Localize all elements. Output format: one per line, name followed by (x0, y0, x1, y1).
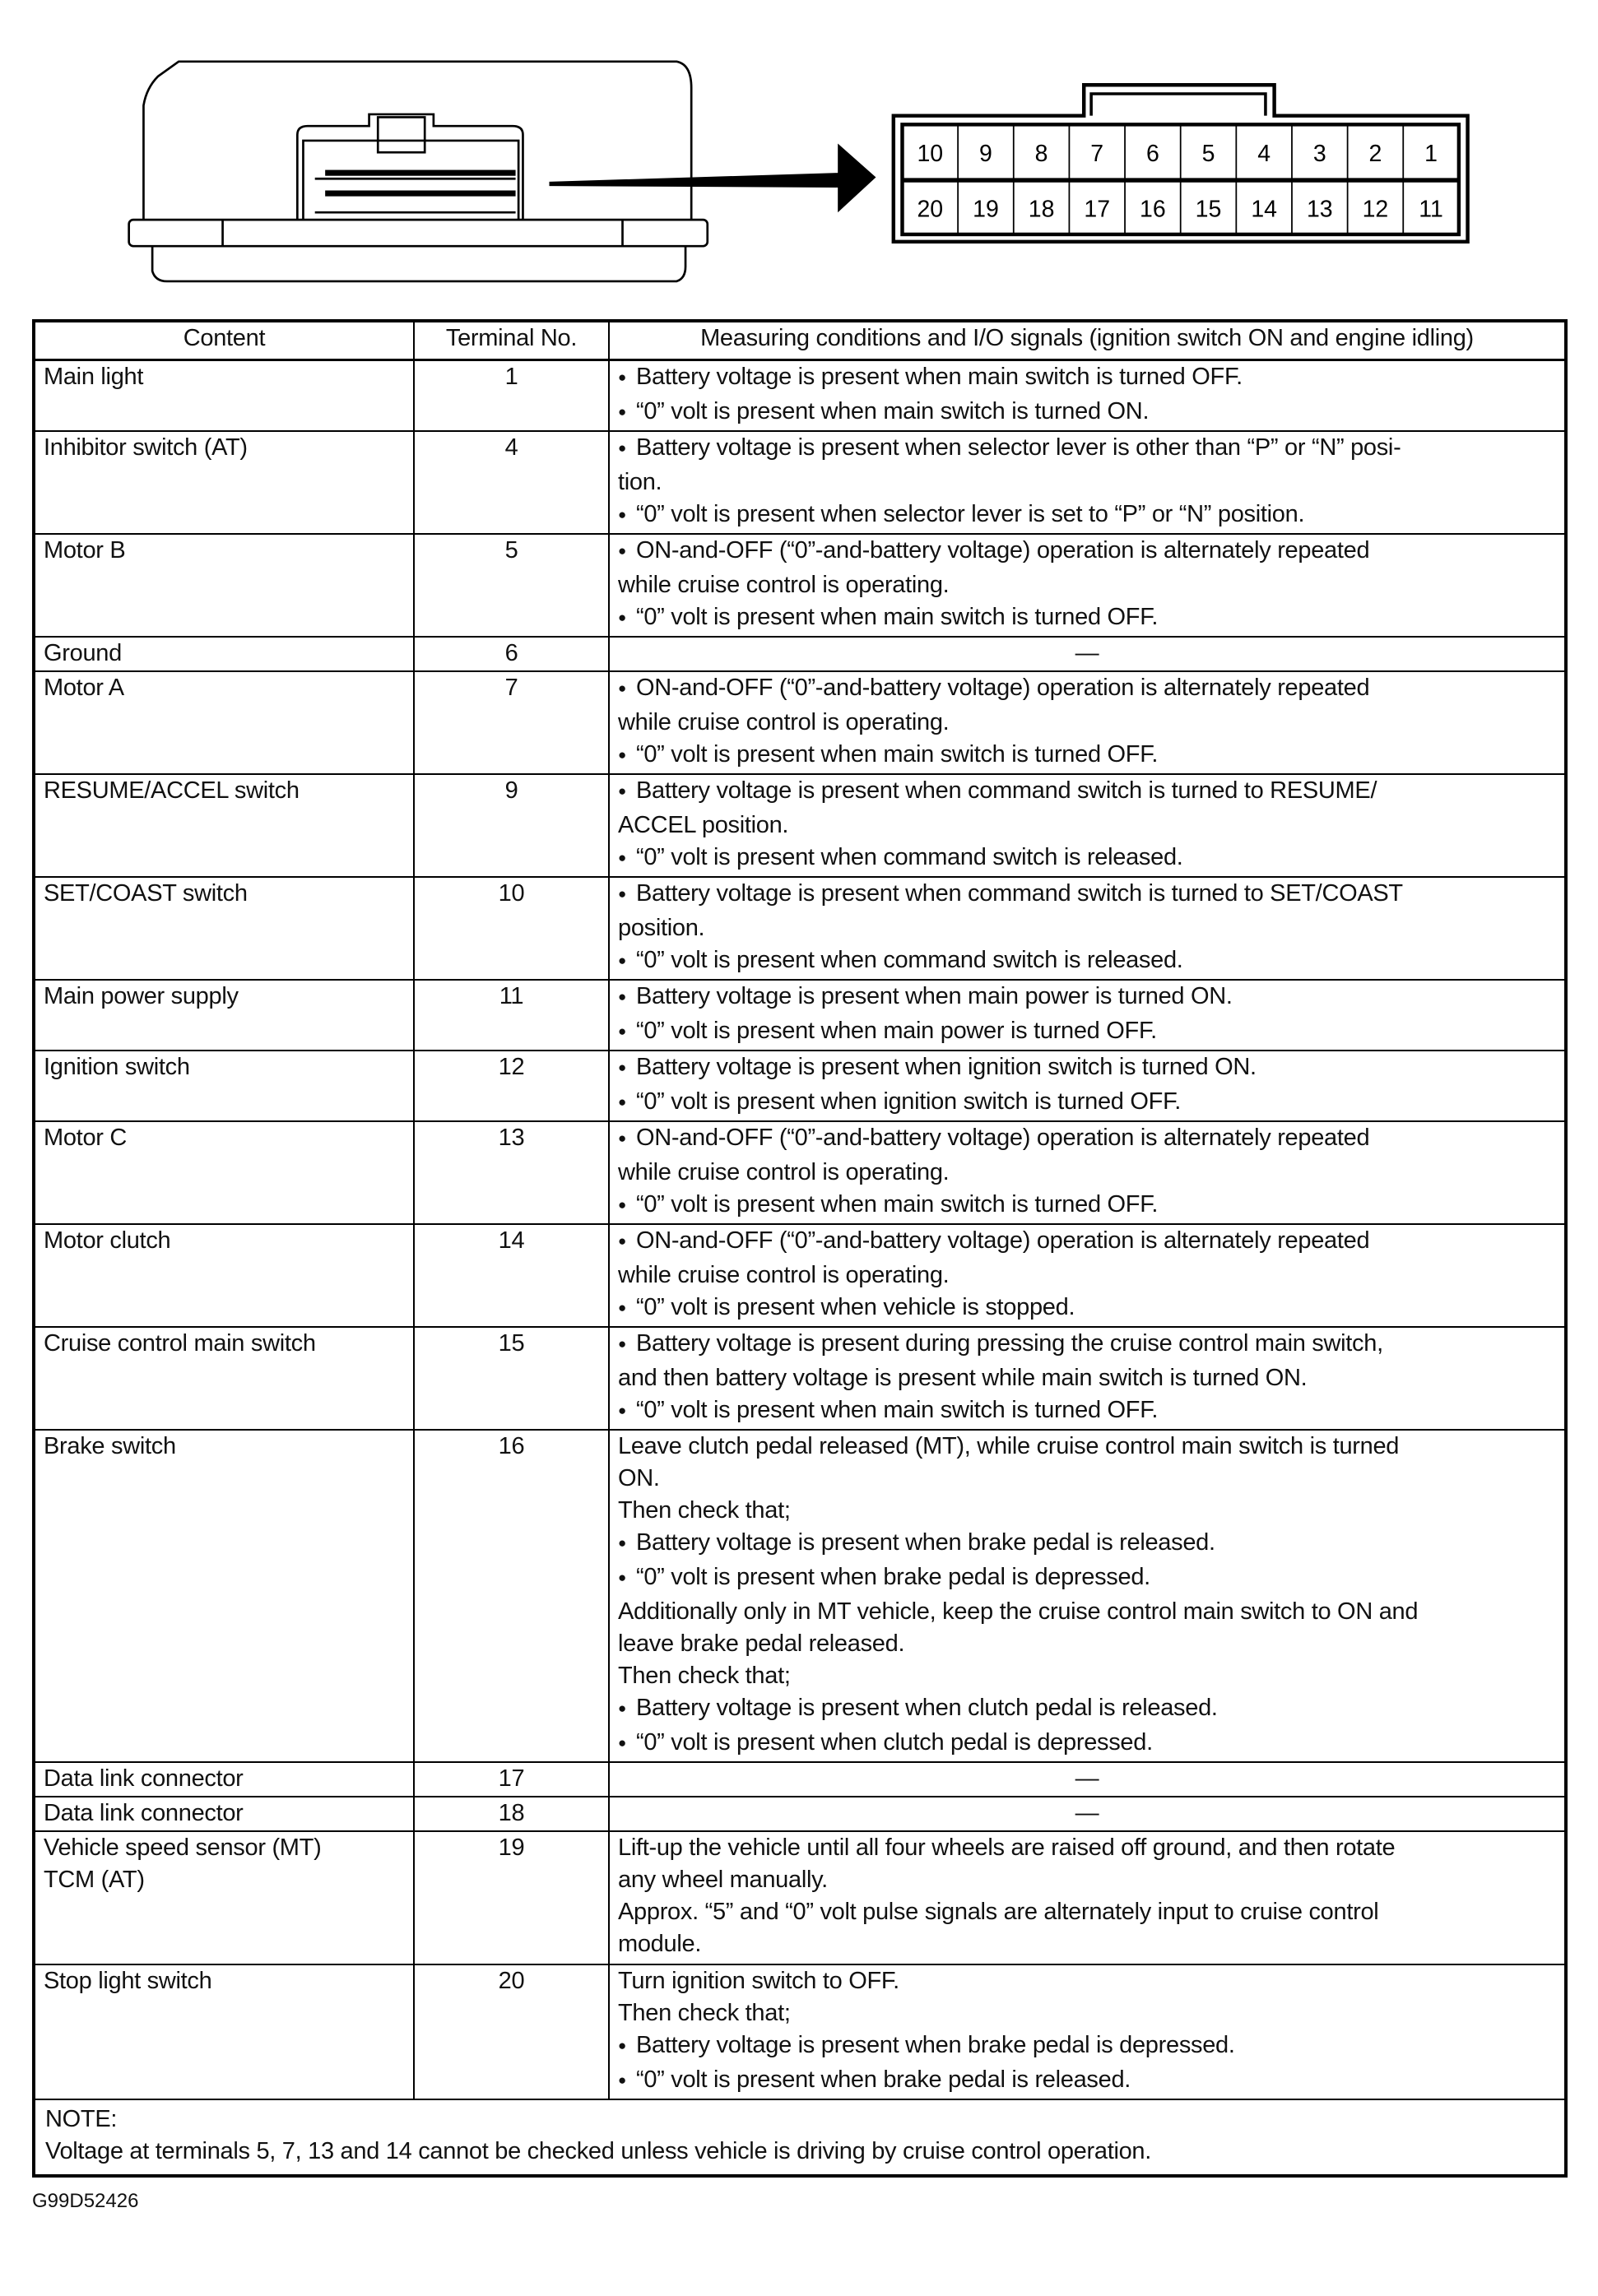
content-cell (34, 360, 414, 432)
header-measuring-conditions: Measuring conditions and I/O signals (ignition switch ON and engine idling) (609, 321, 1566, 360)
terminal-number: 19 (973, 196, 999, 223)
text-line: and then battery voltage is present while main switch is turned ON. (618, 1365, 1308, 1391)
bullet-line: ● ON-and-OFF (“0”-and-battery voltage) operation is alternately repeated (618, 1122, 1556, 1157)
bullet-line: ● “0” volt is present when command switch is released. (618, 842, 1556, 876)
content-label: TCM (AT) (44, 1867, 145, 1893)
table-row (34, 877, 1566, 980)
bullet-line: ● “0” volt is present when main switch is turned OFF. (618, 739, 1556, 773)
text-line: Approx. “5” and “0” volt pulse signals are alternately input to cruise control (618, 1899, 1379, 1925)
terminal-number: 7 (1090, 140, 1104, 167)
conditions-cell (609, 671, 1566, 774)
conditions-cell (609, 534, 1566, 637)
table-row (34, 534, 1566, 637)
content-label: Stop light switch (44, 1968, 212, 1994)
text-line: module. (618, 1931, 702, 1957)
content-label: Inhibitor switch (AT) (44, 434, 248, 461)
content-cell (34, 774, 414, 877)
terminal-number-cell: 4 (414, 431, 609, 534)
content-label: Main light (44, 364, 144, 390)
table-row (34, 1121, 1566, 1224)
bullet-line: ● “0” volt is present when main power is turned OFF. (618, 1015, 1556, 1050)
text-line: Additionally only in MT vehicle, keep the cruise control main switch to ON and (618, 1598, 1419, 1625)
connector-pins-illustration (325, 170, 515, 197)
terminal-number: 10 (917, 140, 944, 167)
bullet-line: ● “0” volt is present when clutch pedal is depressed. (618, 1727, 1556, 1761)
content-label: Cruise control main switch (44, 1330, 316, 1357)
terminal-number-cell: 20 (414, 1964, 609, 2099)
text-line: while cruise control is operating. (618, 572, 950, 598)
content-cell (34, 1327, 414, 1430)
terminal-number-cell: 6 (414, 637, 609, 671)
content-cell (34, 1964, 414, 2099)
conditions-cell (609, 1797, 1566, 1831)
table-row (34, 774, 1566, 877)
text-line: any wheel manually. (618, 1867, 828, 1893)
conditions-cell (609, 1224, 1566, 1327)
text-line: position. (618, 915, 705, 941)
content-label: Ignition switch (44, 1054, 190, 1080)
bullet-line: ● “0” volt is present when vehicle is stopped. (618, 1292, 1556, 1326)
bullet-line: ● Battery voltage is present when brake pedal is depressed. (618, 2029, 1556, 2064)
conditions-cell (609, 1327, 1566, 1430)
terminal-number: 8 (1034, 140, 1048, 167)
conditions-cell (609, 637, 1566, 671)
text-line: while cruise control is operating. (618, 1159, 950, 1185)
content-cell (34, 1762, 414, 1797)
not-applicable-dash: — (1075, 1800, 1099, 1826)
conditions-cell (609, 980, 1566, 1051)
terminal-number-cell: 12 (414, 1051, 609, 1121)
bullet-line: ● “0” volt is present when ignition switch is turned OFF. (618, 1086, 1556, 1120)
text-line: Then check that; (618, 2000, 791, 2026)
figure-code: G99D52426 (32, 2190, 139, 2212)
header-terminal-no: Terminal No. (414, 321, 609, 360)
table-row (34, 1430, 1566, 1762)
content-label: Motor B (44, 537, 126, 564)
terminal-number-cell: 9 (414, 774, 609, 877)
terminal-number: 15 (1195, 196, 1222, 223)
text-line: while cruise control is operating. (618, 1262, 950, 1288)
content-cell (34, 1051, 414, 1121)
document-body (32, 319, 1568, 2214)
content-cell (34, 671, 414, 774)
terminal-number: 12 (1362, 196, 1389, 223)
table-row (34, 671, 1566, 774)
bullet-line: ● Battery voltage is present when ignition switch is turned ON. (618, 1051, 1556, 1086)
bullet-line: ● Battery voltage is present when clutch pedal is released. (618, 1692, 1556, 1727)
table-row (34, 1964, 1566, 2099)
bullet-line: ● ON-and-OFF (“0”-and-battery voltage) operation is alternately repeated (618, 535, 1556, 569)
table-row (34, 1797, 1566, 1831)
terminal-number-cell: 13 (414, 1121, 609, 1224)
conditions-cell (609, 1762, 1566, 1797)
header-content: Content (34, 321, 414, 360)
terminal-number: 20 (917, 196, 944, 223)
text-line: ACCEL position. (618, 812, 789, 838)
bullet-line: ● Battery voltage is present when command switch is turned to RESUME/ (618, 775, 1556, 809)
table-row (34, 1762, 1566, 1797)
content-cell (34, 1224, 414, 1327)
bullet-line: ● “0” volt is present when main switch is turned OFF. (618, 1394, 1556, 1429)
bullet-line: ● “0” volt is present when main switch is turned OFF. (618, 1189, 1556, 1223)
table-row (34, 637, 1566, 671)
text-line: Then check that; (618, 1663, 791, 1689)
conditions-cell (609, 1430, 1566, 1762)
text-line: leave brake pedal released. (618, 1630, 905, 1657)
note-text: Voltage at terminals 5, 7, 13 and 14 cannot be checked unless vehicle is driving by cruise control operation. (45, 2138, 1152, 2164)
conditions-cell (609, 1964, 1566, 2099)
content-cell (34, 637, 414, 671)
text-line: while cruise control is operating. (618, 709, 950, 735)
bullet-line: ● Battery voltage is present when main power is turned ON. (618, 981, 1556, 1015)
table-row (34, 431, 1566, 534)
terminal-number: 4 (1257, 140, 1271, 167)
conditions-cell (609, 1121, 1566, 1224)
note-title: NOTE: (45, 2106, 118, 2132)
text-line: Turn ignition switch to OFF. (618, 1968, 899, 1994)
terminal-number-cell: 11 (414, 980, 609, 1051)
terminal-number: 18 (1028, 196, 1055, 223)
table-row (34, 980, 1566, 1051)
terminal-number-cell: 15 (414, 1327, 609, 1430)
conditions-cell (609, 774, 1566, 877)
bullet-line: ● “0” volt is present when brake pedal is released. (618, 2064, 1556, 2099)
terminal-number-cell: 19 (414, 1831, 609, 1964)
content-label: Motor A (44, 675, 124, 701)
text-line: Lift-up the vehicle until all four wheels are raised off ground, and then rotate (618, 1834, 1396, 1861)
content-cell (34, 534, 414, 637)
terminal-number: 1 (1424, 140, 1438, 167)
content-label: Main power supply (44, 983, 239, 1009)
content-cell (34, 980, 414, 1051)
terminal-number: 13 (1306, 196, 1333, 223)
table-row (34, 360, 1566, 432)
table-row (34, 1327, 1566, 1430)
conditions-cell (609, 877, 1566, 980)
table-row (34, 1051, 1566, 1121)
conditions-cell (609, 431, 1566, 534)
terminal-number-cell: 18 (414, 1797, 609, 1831)
content-cell (34, 431, 414, 534)
conditions-cell (609, 1051, 1566, 1121)
bullet-line: ● Battery voltage is present when brake pedal is released. (618, 1527, 1556, 1561)
terminal-number: 6 (1145, 140, 1159, 167)
bullet-line: ● Battery voltage is present when main switch is turned OFF. (618, 361, 1556, 396)
text-line: Then check that; (618, 1497, 791, 1524)
text-line: Leave clutch pedal released (MT), while cruise control main switch is turned (618, 1433, 1400, 1459)
terminal-table (32, 319, 1568, 2178)
bullet-line: ● “0” volt is present when main switch is turned ON. (618, 396, 1556, 430)
terminal-number-cell: 14 (414, 1224, 609, 1327)
content-label: Motor clutch (44, 1227, 171, 1254)
content-cell (34, 1797, 414, 1831)
terminal-number: 2 (1368, 140, 1382, 167)
terminal-number: 9 (979, 140, 992, 167)
terminal-number-cell: 10 (414, 877, 609, 980)
content-label: Data link connector (44, 1800, 244, 1826)
terminal-number: 17 (1084, 196, 1111, 223)
bullet-line: ● ON-and-OFF (“0”-and-battery voltage) operation is alternately repeated (618, 672, 1556, 707)
content-label: RESUME/ACCEL switch (44, 777, 300, 804)
not-applicable-dash: — (1075, 1765, 1099, 1792)
terminal-number-cell: 5 (414, 534, 609, 637)
content-label: Vehicle speed sensor (MT) (44, 1834, 322, 1861)
bullet-line: ● “0” volt is present when command switch is released. (618, 944, 1556, 979)
bullet-line: ● “0” volt is present when brake pedal is depressed. (618, 1561, 1556, 1596)
content-label: Data link connector (44, 1765, 244, 1792)
table-header-row (34, 321, 1566, 360)
note-row (34, 2099, 1566, 2176)
content-label: Motor C (44, 1125, 128, 1151)
arrow-icon (550, 144, 876, 213)
content-label: Ground (44, 640, 122, 666)
terminal-number: 3 (1312, 140, 1326, 167)
content-label: Brake switch (44, 1433, 176, 1459)
bullet-line: ● Battery voltage is present when command switch is turned to SET/COAST (618, 878, 1556, 912)
terminal-number-cell: 16 (414, 1430, 609, 1762)
terminal-number: 14 (1251, 196, 1277, 223)
terminal-number-cell: 17 (414, 1762, 609, 1797)
terminal-number: 16 (1140, 196, 1166, 223)
bullet-line: ● Battery voltage is present when selector lever is other than “P” or “N” posi- (618, 432, 1556, 466)
text-line: ON. (618, 1465, 660, 1491)
content-cell (34, 1121, 414, 1224)
conditions-cell (609, 360, 1566, 432)
conditions-cell (609, 1831, 1566, 1964)
terminal-number-cell: 7 (414, 671, 609, 774)
text-line: tion. (618, 469, 662, 495)
bullet-line: ● ON-and-OFF (“0”-and-battery voltage) operation is alternately repeated (618, 1225, 1556, 1259)
terminal-number: 11 (1419, 196, 1443, 223)
bullet-line: ● “0” volt is present when selector lever is set to “P” or “N” position. (618, 499, 1556, 533)
table-row (34, 1831, 1566, 1964)
content-cell (34, 877, 414, 980)
bullet-line: ● “0” volt is present when main switch is turned OFF. (618, 601, 1556, 636)
content-cell (34, 1430, 414, 1762)
content-cell (34, 1831, 414, 1964)
table-row (34, 1224, 1566, 1327)
terminal-number: 5 (1201, 140, 1215, 167)
not-applicable-dash: — (1075, 640, 1099, 666)
content-label: SET/COAST switch (44, 880, 248, 907)
bullet-line: ● Battery voltage is present during pressing the cruise control main switch, (618, 1328, 1556, 1362)
terminal-number-cell: 1 (414, 360, 609, 432)
connector-diagram (0, 0, 1598, 321)
